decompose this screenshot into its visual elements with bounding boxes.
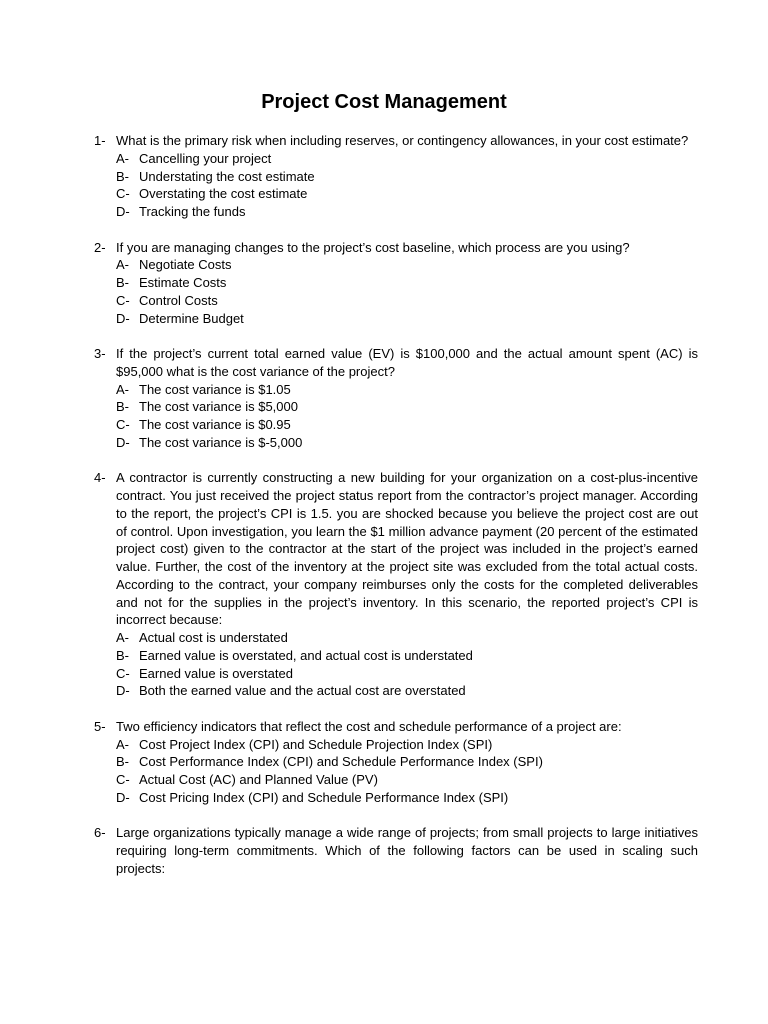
option-letter: C- (116, 665, 130, 681)
option-letter: D- (116, 310, 130, 326)
answer-option-b (116, 753, 698, 771)
question-number: 1- (94, 133, 106, 148)
option-letter: B- (116, 754, 129, 770)
answer-option-c (116, 292, 698, 310)
answer-option-d (116, 434, 698, 452)
option-letter: B- (116, 399, 129, 415)
option-text: Actual Cost (AC) and Planned Value (PV) (139, 772, 378, 787)
option-letter: C- (116, 417, 130, 432)
question-1 (94, 132, 698, 221)
option-letter: D- (116, 204, 130, 219)
option-text: Earned value is overstated (139, 665, 293, 681)
option-letter: A- (116, 630, 129, 645)
question-text: Two efficiency indicators that reflect the cost and schedule performance of a project are: (116, 718, 622, 734)
answer-options (116, 629, 698, 700)
question-number: 2- (94, 239, 106, 255)
option-text: Cost Performance Index (CPI) and Schedule Performance Index (SPI) (139, 754, 543, 770)
question-2 (94, 239, 698, 328)
option-text: Determine Budget (139, 310, 244, 326)
answer-option-a (116, 629, 698, 647)
option-text: Estimate Costs (139, 275, 227, 290)
question-list (94, 132, 698, 895)
option-letter: B- (116, 168, 129, 184)
answer-options (116, 256, 698, 327)
option-letter: A- (116, 736, 129, 752)
answer-option-d (116, 203, 698, 221)
answer-option-d (116, 310, 698, 328)
answer-option-c (116, 771, 698, 789)
option-letter: A- (116, 257, 129, 273)
answer-option-c (116, 416, 698, 434)
option-text: Control Costs (139, 292, 218, 308)
option-letter: D- (116, 434, 130, 450)
option-letter: C- (116, 772, 130, 787)
answer-option-b (116, 274, 698, 292)
option-letter: D- (116, 683, 130, 699)
answer-options (116, 150, 698, 221)
answer-option-a (116, 381, 698, 399)
answer-option-b (116, 398, 698, 416)
option-letter: B- (116, 647, 129, 663)
answer-options (116, 736, 698, 807)
option-text: Understating the cost estimate (139, 168, 315, 184)
question-text: Large organizations typically manage a wide range of projects; from small projects to large initiatives requiring long-term commitments. Which of the following factors can be used in scaling such projects: (116, 825, 698, 876)
option-letter: A- (116, 150, 129, 166)
question-6 (94, 824, 698, 877)
question-text: If you are managing changes to the project’s cost baseline, which process are you using? (116, 239, 630, 255)
answer-option-a (116, 150, 698, 168)
option-text: Negotiate Costs (139, 257, 232, 273)
page-title: Project Cost Management (261, 91, 507, 113)
option-text: Earned value is overstated, and actual cost is understated (139, 647, 473, 663)
answer-option-b (116, 168, 698, 186)
question-number: 4- (94, 470, 106, 486)
answer-option-c (116, 185, 698, 203)
option-text: Overstating the cost estimate (139, 186, 308, 202)
option-text: The cost variance is $0.95 (139, 417, 291, 432)
question-text: If the project’s current total earned value (EV) is $100,000 and the actual amount spent (AC) is $95,000 what is the cost variance of the project? (116, 346, 698, 379)
question-number: 5- (94, 718, 106, 734)
question-text: A contractor is currently constructing a new building for your organization on a cost-plus-incentive contract. You just received the project status report from the contractor’s project manager. According to the report, the project’s CPI is 1.5. you are shocked because you believe the project cost are out of control. Upon investigation, you learn the $1 million advance payment (20 percent of the estimated project cost) given to the contractor at the start of the project was included in the project’s earned value. Further, the cost of the inventory at the project site was excluded from the total actual costs. According to the contract, your company reimburses only the costs for the completed deliverables and not for the supplies in the project’s inventory. In this scenario, the reported project’s CPI is incorrect because: (116, 470, 698, 628)
answer-option-b (116, 647, 698, 665)
answer-option-d (116, 789, 698, 807)
option-letter: A- (116, 381, 129, 397)
question-5 (94, 718, 698, 807)
option-text: Cost Pricing Index (CPI) and Schedule Performance Index (SPI) (139, 789, 509, 805)
option-text: The cost variance is $1.05 (139, 381, 291, 397)
option-letter: B- (116, 275, 129, 290)
question-text: What is the primary risk when including reserves, or contingency allowances, in your cost estimate? (116, 133, 689, 148)
question-number: 3- (94, 346, 106, 361)
option-letter: C- (116, 186, 130, 202)
option-text: The cost variance is $5,000 (139, 399, 298, 415)
option-text: Tracking the funds (139, 204, 246, 219)
option-letter: C- (116, 292, 130, 308)
option-text: The cost variance is $-5,000 (139, 434, 303, 450)
answer-option-d (116, 682, 698, 700)
question-number: 6- (94, 825, 106, 841)
option-letter: D- (116, 789, 130, 805)
option-text: Both the earned value and the actual cost are overstated (139, 683, 466, 699)
option-text: Cost Project Index (CPI) and Schedule Projection Index (SPI) (139, 736, 493, 752)
question-3 (94, 345, 698, 452)
question-4 (94, 469, 698, 700)
option-text: Cancelling your project (139, 150, 272, 166)
answer-option-a (116, 256, 698, 274)
answer-options (116, 381, 698, 452)
option-text: Actual cost is understated (139, 630, 288, 645)
answer-option-a (116, 736, 698, 754)
answer-option-c (116, 665, 698, 683)
